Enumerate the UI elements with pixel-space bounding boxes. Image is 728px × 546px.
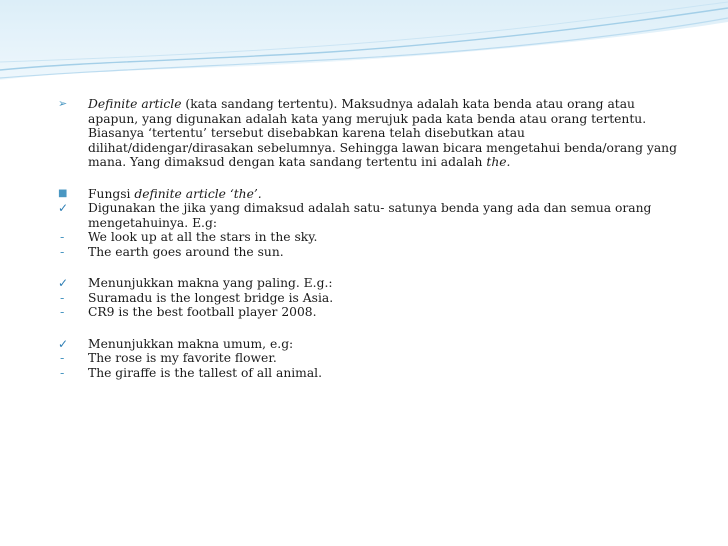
checkmark-icon: ✓ [58, 276, 69, 290]
example-6 [58, 366, 688, 381]
example-1 [58, 230, 688, 245]
fungsi-italic: definite article ‘the’. [134, 186, 262, 201]
checkmark-icon: ✓ [58, 201, 69, 215]
definition-paragraph [58, 97, 688, 170]
example-2 [58, 245, 688, 260]
check-item-1 [58, 201, 688, 230]
dash-icon: - [60, 290, 65, 305]
example-1-text: We look up at all the stars in the sky. [88, 230, 318, 244]
check-item-3 [58, 337, 688, 352]
check-item-1-text: Digunakan the jika yang dimaksud adalah satu- satunya benda yang ada dan semua orang mengetahuinya. E.g: [88, 201, 652, 230]
example-3 [58, 291, 688, 306]
definite-article-term: Definite article [88, 97, 182, 111]
slide-content [58, 97, 688, 380]
dash-icon: - [60, 305, 65, 319]
definition-text: (kata sandang tertentu). Maksudnya adalah kata benda atau orang atau apapun, yang digunakan adalah kata yang merujuk pada kata benda atau orang tertentu. Biasanya ‘tertentu’ tersebut disebabkan karena telah disebutkan atau dilihat/didengar/dirasakan sebelumnya. Sehingga lawan bicara mengetahui benda/orang yang mana. Yang dimaksud dengan kata sandang tertentu ini adalah [88, 97, 677, 169]
arrow-bullet-icon: ➢ [58, 97, 68, 110]
square-bullet-icon: ■ [58, 187, 68, 199]
dash-icon: - [60, 230, 65, 244]
header-wave-decoration [0, 0, 728, 90]
example-5-text: The rose is my favorite flower. [88, 351, 277, 365]
example-4-text: CR9 is the best football player 2008. [88, 305, 317, 319]
dash-icon: - [60, 351, 65, 365]
dash-icon: - [60, 365, 65, 380]
checkmark-icon: ✓ [58, 336, 69, 351]
fungsi-prefix: Fungsi [88, 186, 135, 201]
check-item-2 [58, 276, 688, 291]
example-2-text: The earth goes around the sun. [88, 244, 284, 259]
dash-icon: - [60, 244, 65, 259]
check-item-3-text: Menunjukkan makna umum, e.g: [88, 336, 294, 351]
example-4 [58, 305, 688, 320]
the-term: the. [486, 155, 511, 169]
example-6-text: The giraffe is the tallest of all animal. [88, 365, 323, 380]
example-5 [58, 351, 688, 366]
check-item-2-text: Menunjukkan makna yang paling. E.g.: [88, 276, 333, 290]
example-3-text: Suramadu is the longest bridge is Asia. [88, 290, 334, 305]
fungsi-heading [58, 187, 688, 202]
